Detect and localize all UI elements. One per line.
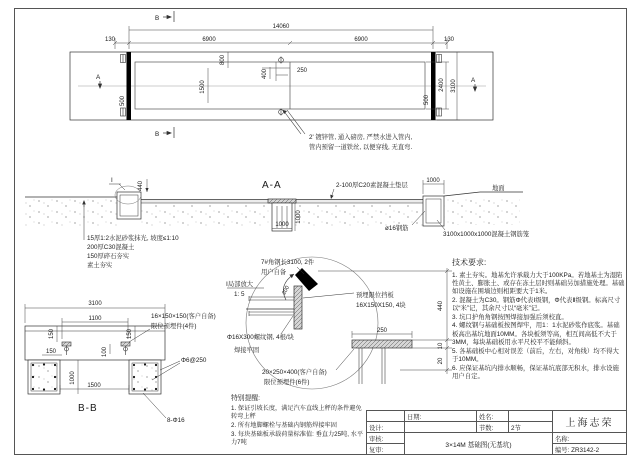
- title-block-row-1: [367, 411, 627, 422]
- dim-edge-left: 500: [120, 95, 126, 107]
- dim-1500-bb: 1500: [87, 383, 101, 389]
- bb-plate-note-1: 16×150×150(客户自备): [151, 313, 216, 320]
- person-label: 姓名:: [477, 411, 509, 422]
- dim-1500: 1500: [200, 80, 206, 94]
- dim-1000-pier-width: 1000: [275, 222, 289, 228]
- sheet-frame: [15, 9, 627, 455]
- dim-end-right: 130: [443, 37, 455, 43]
- title-block-row-3: [367, 433, 627, 444]
- marker-b-top: B: [155, 15, 160, 22]
- layer-note-2: 200厚C30混凝土: [87, 244, 135, 251]
- detail-angle-note-1: 7#角钢长3100, 2件: [261, 259, 315, 266]
- dim-1000-pier-top: 1000: [426, 178, 440, 184]
- layer-note-1: 15厚1:2水泥砂浆抹光, 坡度≤1:10: [87, 235, 179, 242]
- dim-span-1: 6900: [202, 37, 216, 43]
- dim-800: 800: [220, 54, 226, 66]
- dim-1100-bb: 1100: [88, 316, 102, 322]
- section-aa-title: A-A: [262, 180, 282, 191]
- pipe-note-line2: 管内预留一道铁丝, 以便穿线, 无直弯.: [309, 144, 413, 151]
- detail-embed-plate: [352, 340, 412, 348]
- tech-requirements: [452, 258, 625, 381]
- rebar-label: ø16钢筋: [385, 225, 409, 232]
- dim-440-detail: 440: [438, 300, 444, 312]
- person-value: [509, 411, 553, 422]
- tech-requirements-title: 技术要求:: [452, 258, 487, 267]
- detail-embed-note-1: 20×250×400(客户自备): [262, 369, 327, 376]
- bb-stirrup-label: Φ6@250: [181, 357, 207, 364]
- dim-end-left: 130: [104, 37, 116, 43]
- detail-marker-i: I: [111, 177, 113, 184]
- bb-right-pier: [129, 360, 161, 394]
- dim-400: 400: [262, 68, 268, 80]
- drawing-number-value: ZR3142-2: [571, 446, 600, 454]
- dim-200-detail: 200: [281, 285, 292, 296]
- bedding-note: 2-100厚C20素混凝土垫层: [336, 182, 408, 189]
- ground-label: 地面: [492, 185, 505, 192]
- detail-angle-note-2: 用户自备: [261, 269, 287, 276]
- dim-1000-bb: 1000: [70, 371, 76, 385]
- dim-440-aa: 440: [138, 180, 144, 192]
- cage-label: 3100x1000x1000混凝土钢筋笼: [443, 231, 530, 238]
- tech-item-5: 5. 各基础板中心相对误差（前后，左右，对角线）均不得大于10MM。: [452, 347, 619, 364]
- dim-total: 14060: [272, 24, 290, 30]
- section-bb-title: B-B: [78, 403, 98, 414]
- detail-plate-note-2: 16X150X150, 4块: [356, 302, 406, 309]
- special-item-1: 1. 保证引坡长度，满足汽车直线上秤的条件避免转弯上秤: [231, 404, 362, 421]
- dim-250: 250: [297, 68, 308, 74]
- dim-20-detail: 20: [438, 357, 444, 365]
- soil-right: [444, 197, 520, 225]
- dim-1000-pier-depth: 1000: [296, 210, 302, 224]
- marker-a-right: A: [471, 77, 476, 84]
- tech-item-1: 1. 素土夯实。地基允许承载力大于100KPa。若地基土为湿陷性黄土、膨胀土、或存在冻土层时则基础另加措施处理。基础如设施在围墙边则相距要大于1米。: [452, 271, 625, 296]
- drawing-number-label: 编号:: [555, 446, 570, 454]
- review-label: 复审:: [367, 444, 405, 455]
- name-label: 名称:: [553, 433, 627, 444]
- detail-title: Ⅰ局部放大: [226, 281, 254, 288]
- dim-150-left: 150: [49, 328, 55, 340]
- marker-a-left: A: [96, 74, 101, 81]
- detail-limit-plate: [294, 286, 302, 329]
- detail-plate-note-1: 预埋限位挡板: [356, 292, 394, 299]
- tech-item-3: 3. 坑口护角角钢按图焊接加强后须校直。: [452, 313, 568, 321]
- sections-value: 2节: [509, 422, 553, 433]
- title-block: [366, 410, 627, 455]
- detail-bolt-note-1: Φ16X300螺纹钢, 4根/块: [227, 334, 294, 341]
- plan-end-plate-left: [127, 52, 132, 120]
- dim-10-detail: 10: [438, 342, 444, 350]
- company-name: 上海志荣: [553, 411, 627, 433]
- bb-left-pier: [28, 360, 60, 394]
- detail-scale: 1: 5: [234, 291, 245, 298]
- dim-inner-width: 2400: [439, 78, 445, 92]
- special-item-2: 2. 所有地脚螺栓与基础内钢筋焊接牢固: [231, 421, 337, 429]
- pipe-note-line1: 2' 镀锌管, 通入磅房, 严禁水进入管内,: [309, 134, 413, 141]
- dim-150-right: 150: [127, 328, 133, 340]
- layer-note-4: 素土夯实: [87, 262, 113, 269]
- drawing-number: [553, 444, 627, 455]
- bb-plate-note-2: 限位预埋件(4件): [151, 323, 197, 330]
- design-label: 设计:: [367, 422, 405, 433]
- marker-b-bottom: B: [155, 131, 160, 138]
- design-value: [405, 422, 477, 433]
- special-notes: [231, 394, 363, 448]
- dim-150-bottom: 150: [45, 349, 57, 355]
- soil-left: [25, 198, 117, 226]
- dim-width: 3100: [451, 79, 457, 93]
- date-label: 日期:: [405, 411, 477, 422]
- dim-edge-right: 500: [424, 94, 430, 106]
- sections-label: 节数:: [477, 422, 509, 433]
- drawing-title: 3×14M 基础图(无基坑): [405, 433, 553, 455]
- special-item-3: 3. 每块基础板承载荷量标准值: 垂直力25吨, 水平力7吨: [231, 430, 364, 447]
- detail-bolt-note-2: 焊接牢固: [234, 347, 260, 354]
- layer-note-3: 150厚碎石夯实: [87, 253, 129, 260]
- bb-rebar-label: 8-Φ16: [167, 417, 185, 424]
- dim-3100-bb: 3100: [88, 301, 102, 307]
- tech-item-4: 4. 螺纹钢与基础板按图焊牢，用1：1水泥砂浆作底浆。基础板高出基坑地面10MM。各块板须等高，相互间高低不大于3MM，每块基础板用水平尺校平不能倾斜。: [452, 322, 620, 347]
- dim-100-bb: 100: [102, 346, 108, 358]
- tech-item-2: 2. 混凝土为C30。钢筋Φ代表Ⅰ级钢，Φ代表Ⅱ级钢。标高尺寸以“米”记，其余尺寸以“毫米”记。: [452, 296, 621, 313]
- dim-250-detail: 250: [376, 328, 388, 334]
- audit-label: 审核:: [367, 433, 405, 444]
- detail-embed-note-2: 限位预埋件(6件): [264, 379, 310, 386]
- dim-span-2: 6900: [354, 37, 368, 43]
- cell-blank: [367, 411, 405, 422]
- special-notes-title: 特别提醒:: [231, 395, 261, 402]
- tech-item-6: 6. 应保证基坑内排水顺畅，保证基坑底部无积水，排水设施用户自定。: [452, 364, 619, 380]
